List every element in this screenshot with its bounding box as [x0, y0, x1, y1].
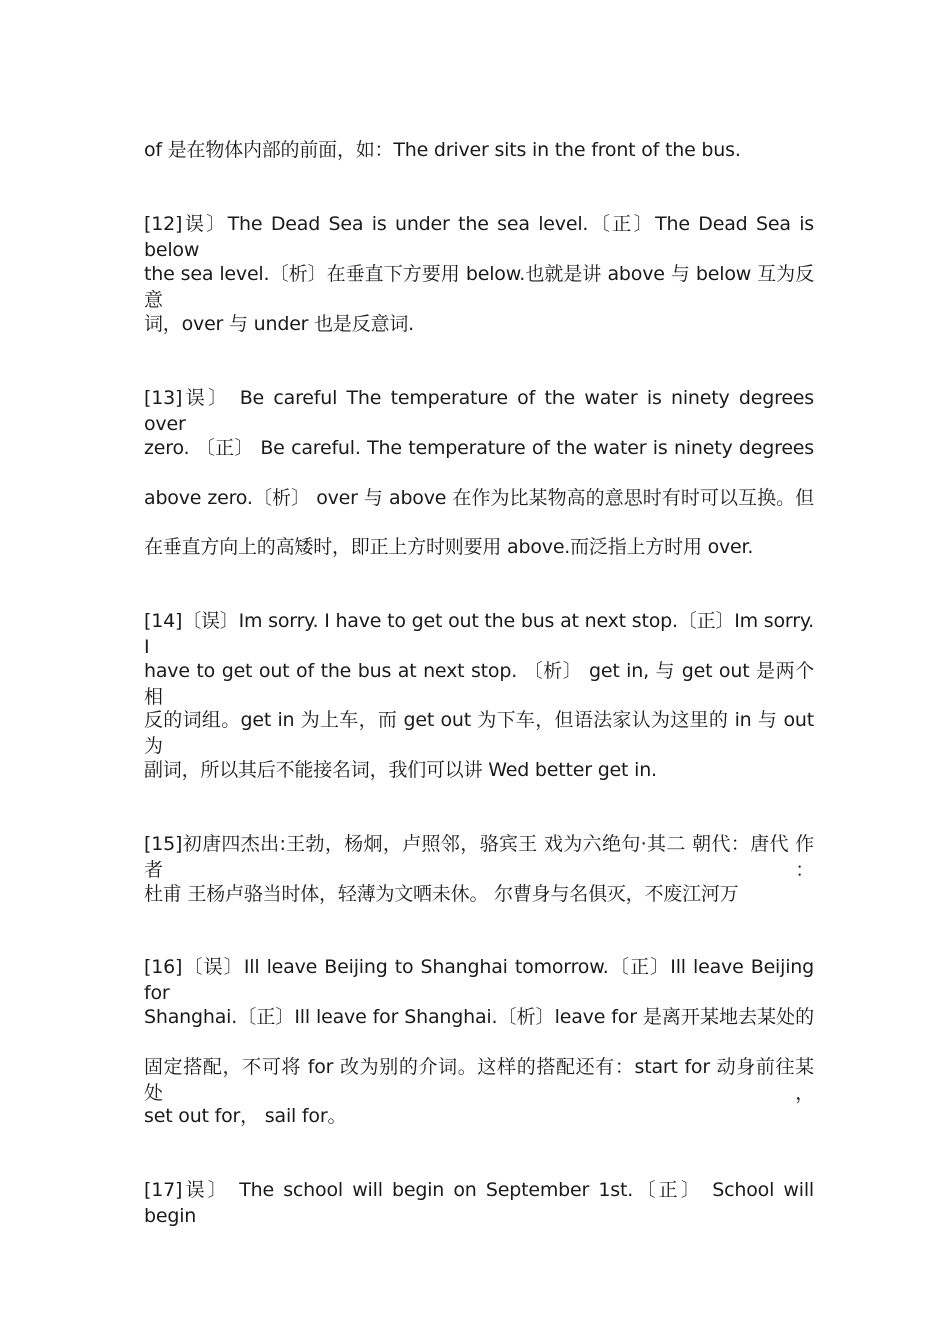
- text-line: have to get out of the bus at next stop. 〔析〕 get in, 与 get out 是两个相: [144, 660, 814, 708]
- text-line: set out for， sail for。: [144, 1105, 347, 1127]
- text-line: of 是在物体内部的前面，如：The driver sits in the front of the bus.: [144, 139, 741, 161]
- text-line: Shanghai.〔正〕Ill leave for Shanghai.〔析〕leave for 是离开某地去某处的: [144, 1006, 814, 1028]
- text-line: [17]误〕 The school will begin on September 1st.〔正〕 School will begin: [144, 1179, 814, 1227]
- text-line: 词，over 与 under 也是反意词.: [144, 313, 414, 335]
- text-line: [14]〔误〕Im sorry. I have to get out the bus at next stop.〔正〕Im sorry. I: [144, 610, 814, 658]
- text-line: the sea level.〔析〕在垂直下方要用 below.也就是讲 above 与 below 互为反意: [144, 263, 814, 311]
- text-line: 杜甫 王杨卢骆当时体，轻薄为文哂未休。 尔曹身与名俱灭，不废江河万: [144, 883, 739, 905]
- text-line: above zero.〔析〕 over 与 above 在作为比某物高的意思时有时可以互换。但: [144, 487, 814, 509]
- text-line: 副词，所以其后不能接名词，我们可以讲 Wed better get in.: [144, 759, 657, 781]
- text-line: 在垂直方向上的高矮时，即正上方时则要用 above.而泛指上方时用 over.: [144, 536, 754, 558]
- text-line: zero. 〔正〕 Be careful. The temperature of the water is ninety degrees: [144, 437, 814, 459]
- text-line: [13]误〕 Be careful The temperature of the water is ninety degrees over: [144, 387, 814, 435]
- text-line: [16]〔误〕Ill leave Beijing to Shanghai tomorrow.〔正〕Ill leave Beijing for: [144, 956, 814, 1004]
- text-line: [12]误〕The Dead Sea is under the sea level.〔正〕The Dead Sea is below: [144, 213, 814, 261]
- text-line: 反的词组。get in 为上车，而 get out 为下车，但语法家认为这里的 in 与 out 为: [144, 709, 814, 757]
- text-line: 固定搭配，不可将 for 改为别的介词。这样的搭配还有：start for 动身前往某处，: [144, 1056, 814, 1104]
- text-line: [15]初唐四杰出:王勃，杨炯，卢照邻，骆宾王 戏为六绝句·其二 朝代：唐代 作者：: [144, 833, 814, 881]
